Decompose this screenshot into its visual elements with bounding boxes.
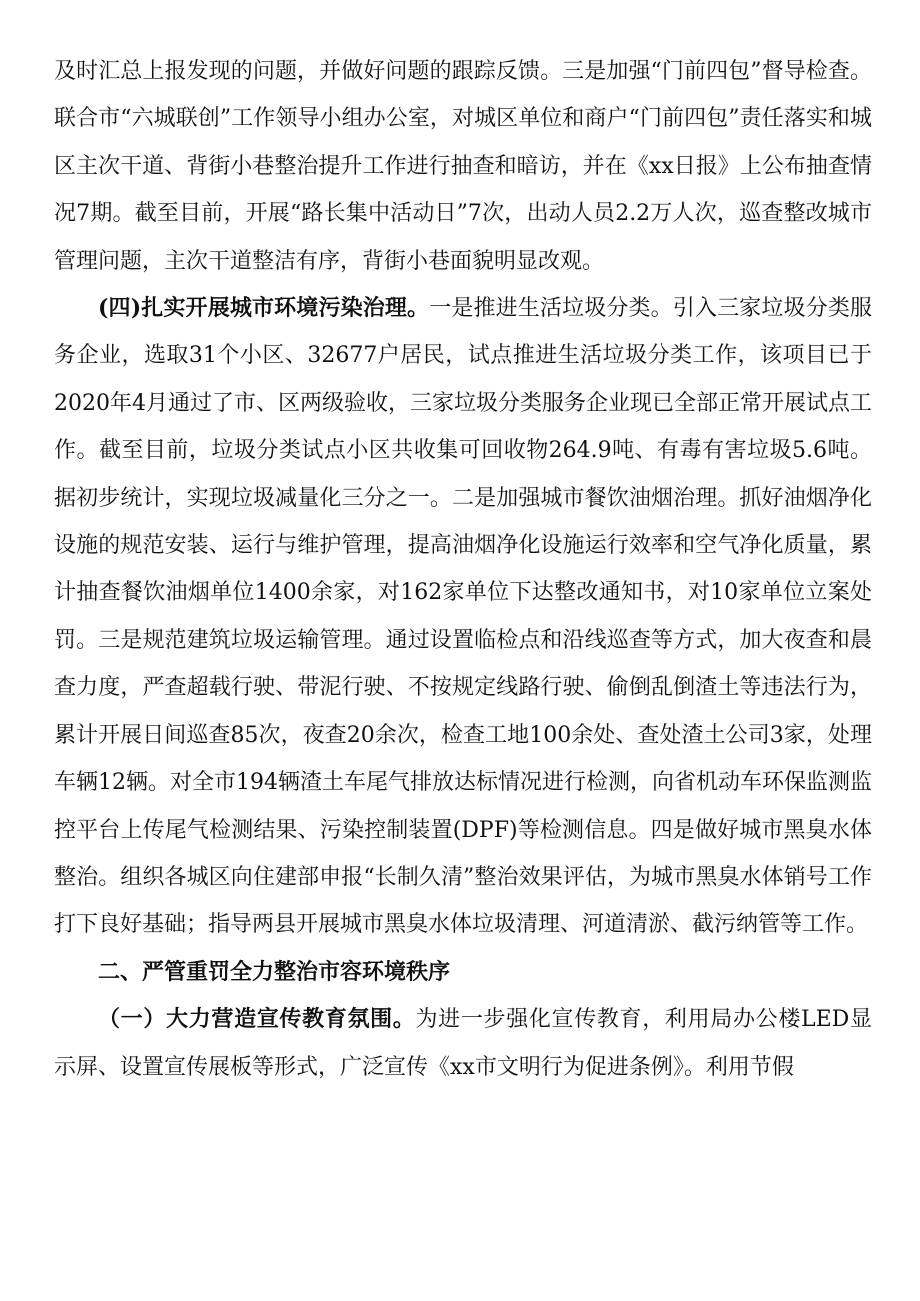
document-body [54,48,872,1091]
subsection-title-4: (四)扎实开展城市环境污染治理。 [98,295,430,322]
section-heading-2: 二、严管重罚全力整治市容环境秩序 [98,958,451,985]
paragraph-2 [54,285,872,949]
paragraph-2-body: 一是推进生活垃圾分类。引入三家垃圾分类服务企业，选取31个小区、32677户居民，试点推进生活垃圾分类工作，该项目已于2020年4月通过了市、区两级验收，三家垃圾分类服务企业现已全部正常开展试点工作。截至目前，垃圾分类试点小区共收集可回收物264.9吨、有毒有害垃圾5.6吨。据初步统计，实现垃圾减量化三分之一。二是加强城市餐饮油烟治理。抓好油烟净化设施的规范安装、运行与维护管理，提高油烟净化设施运行效率和空气净化质量，累计抽查餐饮油烟单位1400余家，对162家单位下达整改通知书，对10家单位立案处罚。三是规范建筑垃圾运输管理。通过设置临检点和沿线巡查等方式，加大夜查和晨查力度，严查超载行驶、带泥行驶、不按规定线路行驶、偷倒乱倒渣土等违法行为，累计开展日间巡查85次，夜查20余次，检查工地100余处、查处渣土公司3家，处理车辆12辆。对全市194辆渣土车尾气排放达标情况进行检测，向省机动车环保监测监控平台上传尾气检测结果、污染控制装置(DPF)等检测信息。四是做好城市黑臭水体整治。组织各城区向住建部申报“长制久清”整治效果评估，为城市黑臭水体销号工作打下良好基础；指导两县开展城市黑臭水体垃圾清理、河道清淤、截污纳管等工作。 [54,296,872,938]
subsection-title-1: （一）大力营造宣传教育氛围。 [98,1006,416,1033]
paragraph-3-body: 为进一步强化宣传教育，利用局办公楼LED显示屏、设置宣传展板等形式，广泛宣传《xx市文明行为促进条例》。利用节假 [54,1007,872,1080]
paragraph-3 [54,996,872,1091]
paragraph-1: 及时汇总上报发现的问题，并做好问题的跟踪反馈。三是加强“门前四包”督导检查。联合市“六城联创”工作领导小组办公室，对城区单位和商户“门前四包”责任落实和城区主次干道、背街小巷整治提升工作进行抽查和暗访，并在《xx日报》上公布抽查情况7期。截至目前，开展“路长集中活动日”7次，出动人员2.2万人次，巡查整改城市管理问题，主次干道整洁有序，背街小巷面貌明显改观。 [54,59,872,274]
